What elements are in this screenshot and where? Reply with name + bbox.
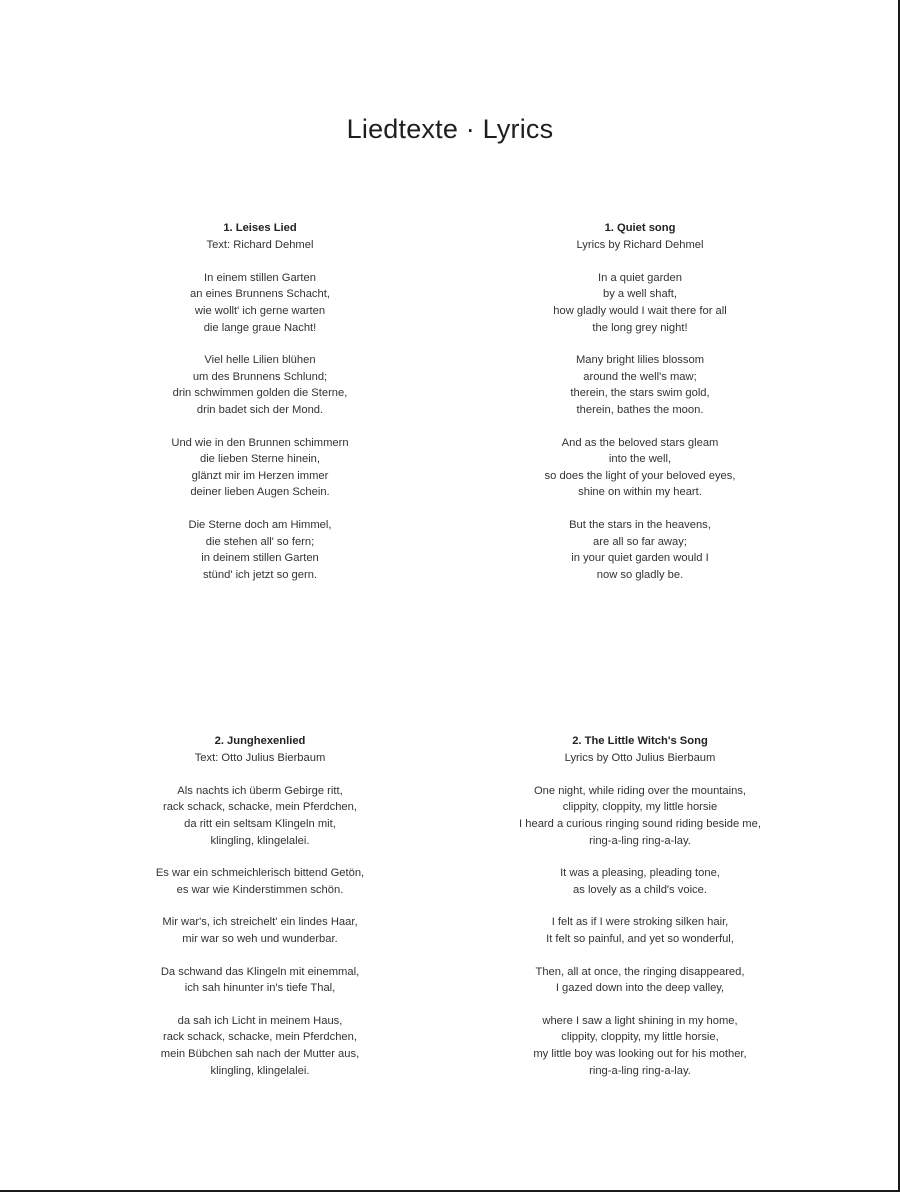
song-title: 2. The Little Witch's Song xyxy=(572,735,708,747)
stanza xyxy=(490,914,790,947)
lyric-line: I heard a curious ringing sound riding beside me, xyxy=(519,817,761,830)
lyric-line: rack schack, schacke, mein Pferdchen, xyxy=(162,1031,357,1044)
lyric-line: ich sah hinunter in's tiefe Thal, xyxy=(184,982,336,995)
stanza xyxy=(490,964,790,997)
stanza xyxy=(110,914,410,947)
lyric-line: And as the beloved stars gleam xyxy=(561,436,719,449)
lyric-line: mein Bübchen sah nach der Mutter aus, xyxy=(160,1047,360,1060)
lyric-line: are all so far away; xyxy=(593,535,687,548)
lyric-line: rack schack, schacke, mein Pferdchen, xyxy=(162,801,357,814)
lyric-line: Und wie in den Brunnen schimmern xyxy=(171,436,349,449)
lyric-line: clippity, cloppity, my little horsie, xyxy=(561,1031,719,1044)
song-credit: Lyrics by Otto Julius Bierbaum xyxy=(564,751,716,764)
lyric-line: into the well, xyxy=(608,453,672,466)
song-1-german xyxy=(110,220,410,599)
lyric-line: It felt so painful, and yet so wonderful, xyxy=(546,932,734,945)
song-title: 2. Junghexenlied xyxy=(214,735,306,747)
stanza xyxy=(490,435,790,501)
stanza xyxy=(110,270,410,336)
lyric-line: around the well's maw; xyxy=(583,370,697,383)
lyric-line: Da schwand das Klingeln mit einemmal, xyxy=(160,965,360,978)
song-credit: Lyrics by Richard Dehmel xyxy=(576,238,704,251)
page-title: Liedtexte · Lyrics xyxy=(346,114,554,145)
stanza xyxy=(110,435,410,501)
lyric-line: Viel helle Lilien blühen xyxy=(204,354,316,367)
stanza xyxy=(110,964,410,997)
lyric-line: Then, all at once, the ringing disappeared, xyxy=(535,965,745,978)
lyric-line: in your quiet garden would I xyxy=(571,552,709,565)
lyric-line: da ritt ein seltsam Klingeln mit, xyxy=(184,817,336,830)
lyric-line: die stehen all' so fern; xyxy=(205,535,315,548)
song-stanzas xyxy=(110,783,410,1079)
song-title: 1. Quiet song xyxy=(604,222,676,234)
lyric-line: as lovely as a child's voice. xyxy=(573,883,707,896)
lyric-line: therein, the stars swim gold, xyxy=(570,387,710,400)
lyric-line: how gladly would I wait there for all xyxy=(553,304,727,317)
lyric-line: klingling, klingelalei. xyxy=(210,1064,310,1077)
song-stanzas xyxy=(490,783,790,1079)
song-title: 1. Leises Lied xyxy=(223,222,297,234)
lyric-line: um des Brunnens Schlund; xyxy=(192,370,328,383)
lyric-line: Es war ein schmeichlerisch bittend Getön, xyxy=(155,867,365,880)
stanza xyxy=(490,865,790,898)
song-credit: Text: Richard Dehmel xyxy=(206,238,314,251)
lyric-line: Als nachts ich überm Gebirge ritt, xyxy=(177,784,343,797)
lyric-line: In a quiet garden xyxy=(598,271,682,284)
lyric-line: klingling, klingelalei. xyxy=(210,834,310,847)
song-2-english xyxy=(490,733,790,1095)
stanza xyxy=(490,270,790,336)
lyric-line: One night, while riding over the mountains, xyxy=(533,784,747,797)
lyric-line: shine on within my heart. xyxy=(578,486,702,499)
lyric-line: die lieben Sterne hinein, xyxy=(199,453,321,466)
lyric-line: mir war so weh und wunderbar. xyxy=(182,932,338,945)
stanza xyxy=(490,517,790,583)
lyric-line: stünd' ich jetzt so gern. xyxy=(202,568,318,581)
lyric-line: I felt as if I were stroking silken hair, xyxy=(551,916,729,929)
lyric-line: now so gladly be. xyxy=(596,568,684,581)
lyric-line: But the stars in the heavens, xyxy=(569,518,711,531)
lyric-line: It was a pleasing, pleading tone, xyxy=(560,867,720,880)
lyric-line: therein, bathes the moon. xyxy=(576,403,704,416)
stanza xyxy=(490,352,790,418)
lyric-line: by a well shaft, xyxy=(603,288,677,301)
lyric-line: Die Sterne doch am Himmel, xyxy=(188,518,332,531)
lyric-line: clippity, cloppity, my little horsie xyxy=(562,801,718,814)
stanza xyxy=(110,1013,410,1079)
lyric-line: drin badet sich der Mond. xyxy=(196,403,324,416)
lyric-line: da sah ich Licht in meinem Haus, xyxy=(177,1014,343,1027)
lyric-line: ring-a-ling ring-a-lay. xyxy=(589,834,691,847)
lyric-line: Many bright lilies blossom xyxy=(575,354,705,367)
lyric-line: in deinem stillen Garten xyxy=(201,552,319,565)
lyric-line: es war wie Kinderstimmen schön. xyxy=(176,883,344,896)
lyric-line: Mir war's, ich streichelt' ein lindes Haar, xyxy=(162,916,358,929)
song-credit: Text: Otto Julius Bierbaum xyxy=(194,751,326,764)
stanza xyxy=(110,865,410,898)
stanza xyxy=(490,783,790,849)
lyric-line: where I saw a light shining in my home, xyxy=(542,1014,738,1027)
lyric-line: In einem stillen Garten xyxy=(204,271,316,284)
lyric-line: drin schwimmen golden die Sterne, xyxy=(172,387,348,400)
lyric-line: so does the light of your beloved eyes, xyxy=(544,469,736,482)
lyric-line: I gazed down into the deep valley, xyxy=(555,982,725,995)
lyric-line: ring-a-ling ring-a-lay. xyxy=(589,1064,691,1077)
stanza xyxy=(110,517,410,583)
stanza xyxy=(110,783,410,849)
song-stanzas xyxy=(490,270,790,584)
lyric-line: die lange graue Nacht! xyxy=(203,321,317,334)
lyric-line: an eines Brunnens Schacht, xyxy=(190,288,330,301)
song-stanzas xyxy=(110,270,410,584)
stanza xyxy=(110,352,410,418)
lyric-line: deiner lieben Augen Schein. xyxy=(190,486,330,499)
song-2-german xyxy=(110,733,410,1095)
lyric-line: wie wollt' ich gerne warten xyxy=(194,304,326,317)
song-1-english xyxy=(490,220,790,599)
lyric-line: my little boy was looking out for his mother, xyxy=(533,1047,747,1060)
stanza xyxy=(490,1013,790,1079)
lyric-line: the long grey night! xyxy=(592,321,688,334)
lyric-line: glänzt mir im Herzen immer xyxy=(191,469,329,482)
